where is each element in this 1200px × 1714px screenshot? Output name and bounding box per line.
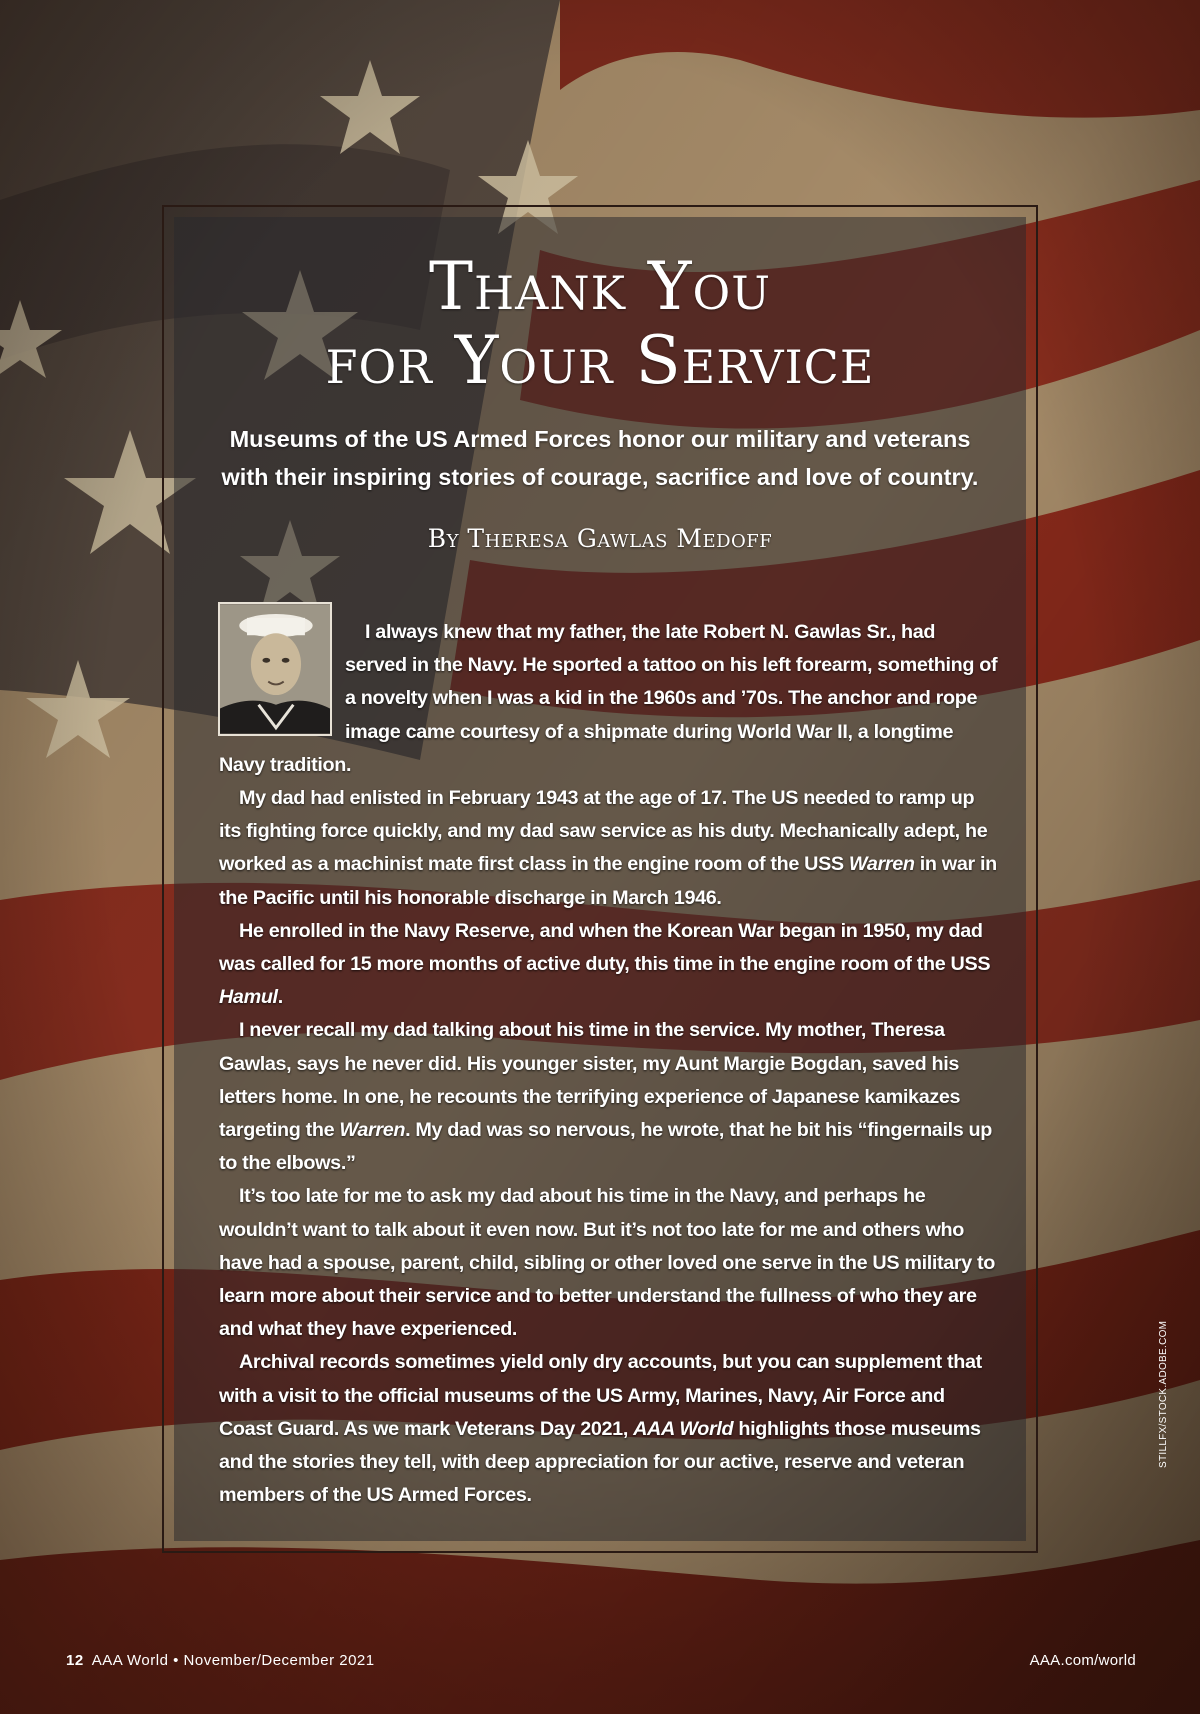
article-dek [200,420,1000,496]
magazine-name: AAA World [633,1417,734,1440]
paragraph-3-text-a: He enrolled in the Navy Reserve, and when the Korean War began in 1950, my dad was called for 15 more months of active duty, this time in the engine room of the USS [219,919,991,976]
byline: By Theresa Gawlas Medoff [427,524,773,553]
ship-name-warren: Warren [848,853,915,876]
paragraph-3-text-b: . [277,986,283,1009]
dek-line-1: Museums of the US Armed Forces honor our military and veterans [229,426,971,452]
footer-folio [66,1652,375,1669]
paragraph-5: It’s too late for me to ask my dad about his time in the Navy, and perhaps he wouldn’t want to talk about it even now. But it’s not too late for me and others who have had a spouse, parent, child, sibling or other loved one serve in the US military to learn more about their service and to better understand the fullness of who they are and what they have experienced. [219,1185,996,1341]
paragraph-4-text-a: I never recall my dad talking about his time in the service. My mother, Theresa Gawlas, says he never did. His younger sister, my Aunt Margie Bogdan, saved his letters home. In one, he recounts the terrifying experience of Japanese kamikazes targeting the [219,1019,961,1142]
ship-name-warren-2: Warren [339,1119,406,1142]
paragraph-2-text-a: My dad had enlisted in February 1943 at the age of 17. The US needed to ramp up its fighting force quickly, and my dad saw service as his duty. Mechanically adept, he worked as a machinist mate first class in the engine room of the USS [219,787,988,876]
paragraph-6-text-a: Archival records sometimes yield only dry accounts, but you can supplement that with a visit to the official museums of the US Army, Marines, Navy, Air Force and Coast Guard. As we mark Veterans Day 2021, [219,1351,982,1440]
article-body [219,616,999,1512]
page-number: 12 [66,1652,84,1669]
paragraph-4 [219,1014,999,1180]
title-line-2: for Your Service [325,322,875,399]
paragraph-2 [219,782,999,915]
paragraph-2-text-b: in war in the Pacific until his honorable discharge in March 1946. [219,853,997,909]
paragraph-6-text-b: highlights those museums and the stories they tell, with deep appreciation for our active, reserve and veteran members of the US Armed Forces. [219,1417,981,1507]
footer-website[interactable]: AAA.com/world [1029,1652,1136,1669]
title-line-1: Thank You [428,248,771,325]
photo-spacer [219,616,345,748]
paragraph-6 [219,1346,999,1512]
ship-name-hamul: Hamul [219,986,278,1009]
publication-date: AAA World • November/December 2021 [91,1652,375,1669]
paragraph-1-text: I always knew that my father, the late Robert N. Gawlas Sr., had served in the Navy. He sported a tattoo on his left forearm, something of a novelty when I was a kid in the 1960s and ’70s. The anchor and rope image came courtesy of a shipmate during World War II, a longtime Navy tradition. [219,621,998,776]
paragraph-4-text-b: . My dad was so nervous, he wrote, that he bit his “fingernails up to the elbows.” [219,1119,993,1175]
article-title [174,250,1026,398]
photo-credit: STILLFX/STOCK.ADOBE.COM [1158,1320,1169,1468]
paragraph-3 [219,915,999,1015]
dek-line-2: with their inspiring stories of courage, sacrifice and love of country. [221,464,979,490]
